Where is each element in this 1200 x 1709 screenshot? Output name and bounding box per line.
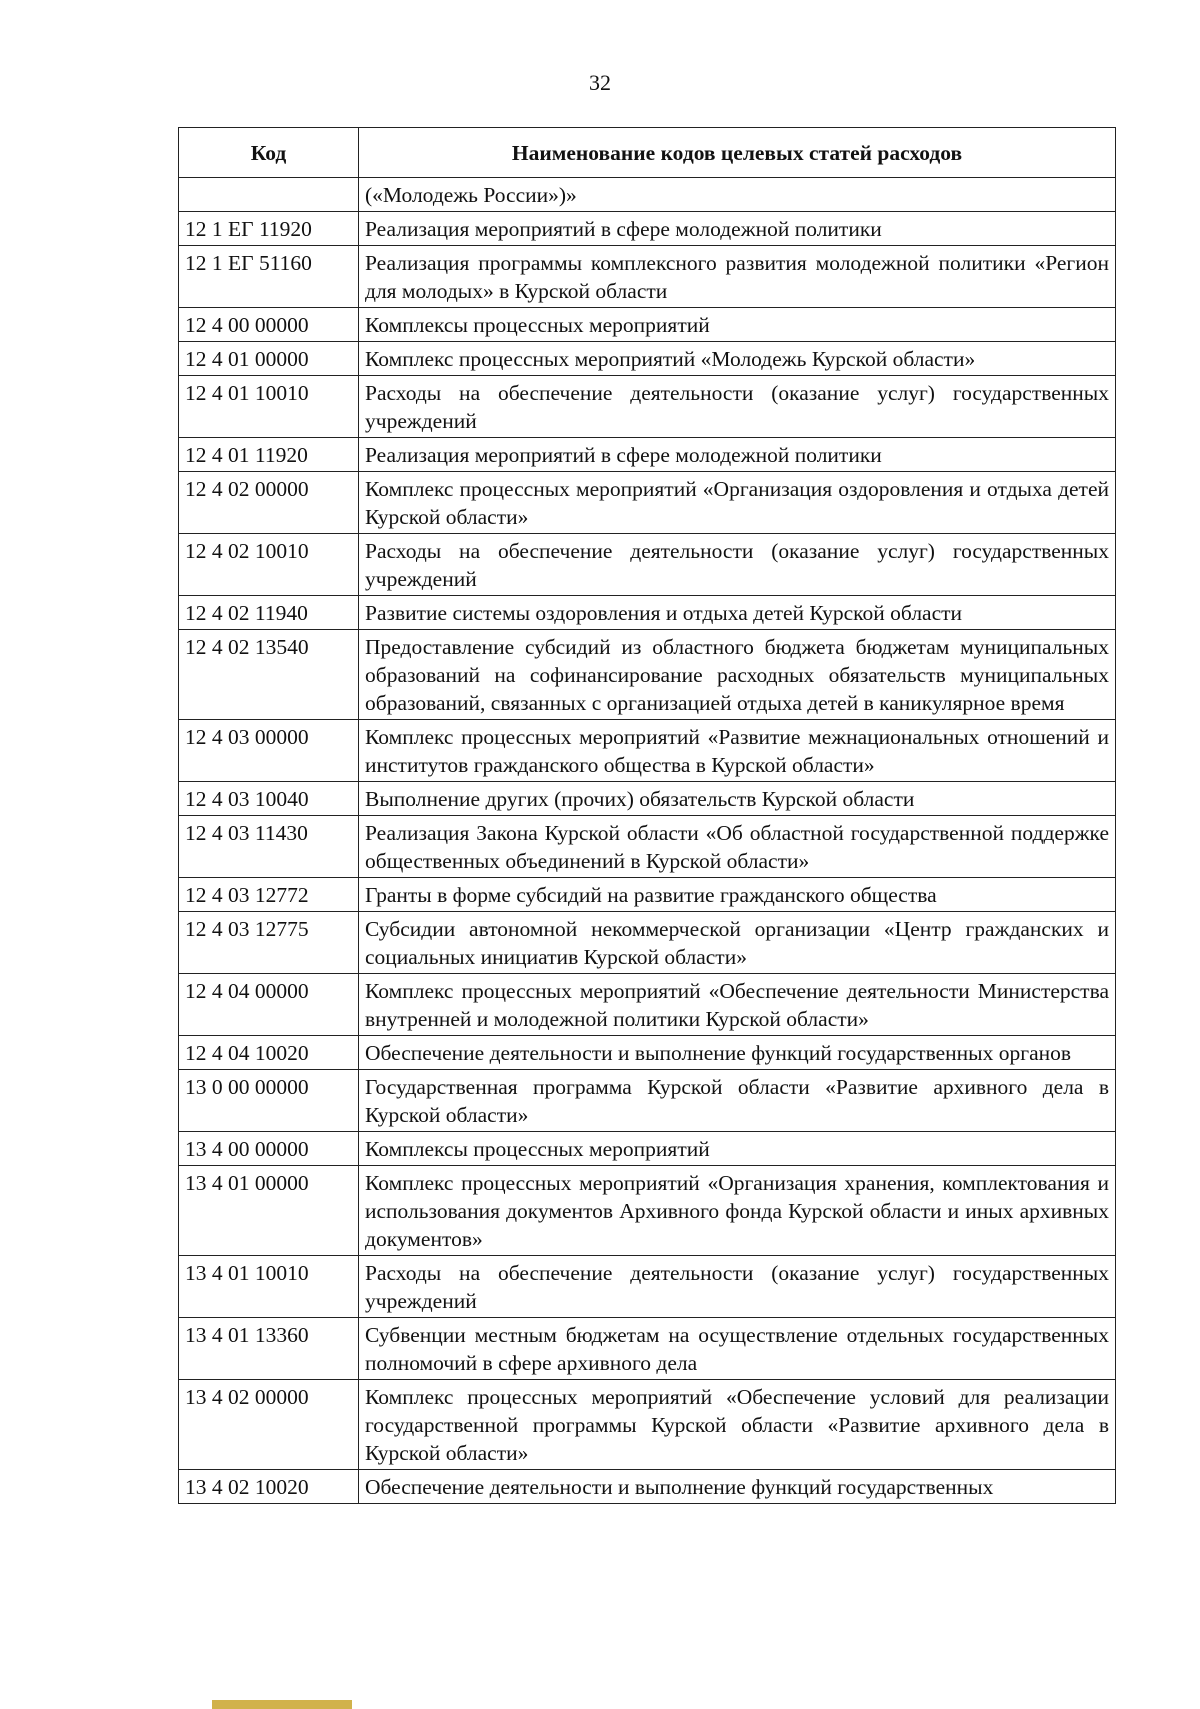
table-row — [179, 472, 1116, 534]
table-row — [179, 1070, 1116, 1132]
budget-codes-table — [178, 127, 1116, 1504]
row-description: Субсидии автономной некоммерческой организации «Центр гражданских и социальных инициатив Курской области» — [359, 912, 1116, 974]
table-header-row — [179, 128, 1116, 178]
row-description: Комплекс процессных мероприятий «Организация хранения, комплектования и использования документов Архивного фонда Курской области и иных архивных документов» — [359, 1166, 1116, 1256]
table-row — [179, 376, 1116, 438]
row-description: Обеспечение деятельности и выполнение функций государственных органов — [359, 1036, 1116, 1070]
table-row — [179, 534, 1116, 596]
header-name: Наименование кодов целевых статей расходов — [359, 128, 1116, 178]
table-row — [179, 342, 1116, 376]
row-code: 12 4 00 00000 — [179, 308, 359, 342]
row-code: 12 4 04 10020 — [179, 1036, 359, 1070]
row-description: Развитие системы оздоровления и отдыха детей Курской области — [359, 596, 1116, 630]
table-row — [179, 1036, 1116, 1070]
row-description: Государственная программа Курской области «Развитие архивного дела в Курской области» — [359, 1070, 1116, 1132]
row-code: 13 0 00 00000 — [179, 1070, 359, 1132]
table-row — [179, 1166, 1116, 1256]
row-code: 12 4 02 10010 — [179, 534, 359, 596]
table-row — [179, 1318, 1116, 1380]
row-code: 12 4 03 10040 — [179, 782, 359, 816]
row-code: 12 4 03 11430 — [179, 816, 359, 878]
row-code: 12 4 01 00000 — [179, 342, 359, 376]
row-description: («Молодежь России»)» — [359, 178, 1116, 212]
row-description: Реализация Закона Курской области «Об областной государственной поддержке общественных объединений в Курской области» — [359, 816, 1116, 878]
row-code: 12 4 01 10010 — [179, 376, 359, 438]
row-description: Реализация мероприятий в сфере молодежной политики — [359, 438, 1116, 472]
row-description: Расходы на обеспечение деятельности (оказание услуг) государственных учреждений — [359, 376, 1116, 438]
table-row — [179, 438, 1116, 472]
row-code: 13 4 02 00000 — [179, 1380, 359, 1470]
table-row — [179, 212, 1116, 246]
table-row — [179, 912, 1116, 974]
table-row — [179, 1380, 1116, 1470]
row-code: 12 4 02 00000 — [179, 472, 359, 534]
row-description: Реализация мероприятий в сфере молодежной политики — [359, 212, 1116, 246]
row-description: Расходы на обеспечение деятельности (оказание услуг) государственных учреждений — [359, 1256, 1116, 1318]
row-code: 12 4 04 00000 — [179, 974, 359, 1036]
table-body — [179, 178, 1116, 1504]
row-description: Комплекс процессных мероприятий «Организация оздоровления и отдыха детей Курской области» — [359, 472, 1116, 534]
row-description: Комплекс процессных мероприятий «Молодежь Курской области» — [359, 342, 1116, 376]
row-code: 13 4 01 00000 — [179, 1166, 359, 1256]
row-description: Расходы на обеспечение деятельности (оказание услуг) государственных учреждений — [359, 534, 1116, 596]
row-description: Комплекс процессных мероприятий «Обеспечение условий для реализации государственной программы Курской области «Развитие архивного дела в Курской области» — [359, 1380, 1116, 1470]
row-description: Комплексы процессных мероприятий — [359, 1132, 1116, 1166]
row-description: Реализация программы комплексного развития молодежной политики «Регион для молодых» в Курской области — [359, 246, 1116, 308]
row-description: Комплекс процессных мероприятий «Обеспечение деятельности Министерства внутренней и молодежной политики Курской области» — [359, 974, 1116, 1036]
row-description: Выполнение других (прочих) обязательств Курской области — [359, 782, 1116, 816]
table-row — [179, 878, 1116, 912]
row-code: 12 4 03 00000 — [179, 720, 359, 782]
row-code: 12 4 02 13540 — [179, 630, 359, 720]
table-row — [179, 974, 1116, 1036]
table-row — [179, 246, 1116, 308]
table-row — [179, 178, 1116, 212]
table-row — [179, 630, 1116, 720]
row-code: 13 4 01 13360 — [179, 1318, 359, 1380]
table-row — [179, 720, 1116, 782]
table-row — [179, 782, 1116, 816]
table-row — [179, 596, 1116, 630]
row-code: 13 4 01 10010 — [179, 1256, 359, 1318]
row-code: 12 1 ЕГ 11920 — [179, 212, 359, 246]
row-code: 12 4 02 11940 — [179, 596, 359, 630]
header-code: Код — [179, 128, 359, 178]
table-row — [179, 816, 1116, 878]
row-description: Комплекс процессных мероприятий «Развитие межнациональных отношений и институтов гражданского общества в Курской области» — [359, 720, 1116, 782]
row-code: 13 4 00 00000 — [179, 1132, 359, 1166]
page-number: 32 — [589, 70, 611, 95]
row-code: 12 4 01 11920 — [179, 438, 359, 472]
row-code: 13 4 02 10020 — [179, 1470, 359, 1504]
row-description: Обеспечение деятельности и выполнение функций государственных — [359, 1470, 1116, 1504]
row-code: 12 4 03 12772 — [179, 878, 359, 912]
row-description: Предоставление субсидий из областного бюджета бюджетам муниципальных образований на софинансирование расходных обязательств муниципальных образований, связанных с организацией отдыха детей в каникулярное время — [359, 630, 1116, 720]
row-description: Гранты в форме субсидий на развитие гражданского общества — [359, 878, 1116, 912]
row-code — [179, 178, 359, 212]
table-row — [179, 1470, 1116, 1504]
scan-edge-mark — [212, 1700, 352, 1709]
row-code: 12 4 03 12775 — [179, 912, 359, 974]
table-row — [179, 308, 1116, 342]
row-code: 12 1 ЕГ 51160 — [179, 246, 359, 308]
row-description: Комплексы процессных мероприятий — [359, 308, 1116, 342]
row-description: Субвенции местным бюджетам на осуществление отдельных государственных полномочий в сфере архивного дела — [359, 1318, 1116, 1380]
table-row — [179, 1256, 1116, 1318]
table-row — [179, 1132, 1116, 1166]
